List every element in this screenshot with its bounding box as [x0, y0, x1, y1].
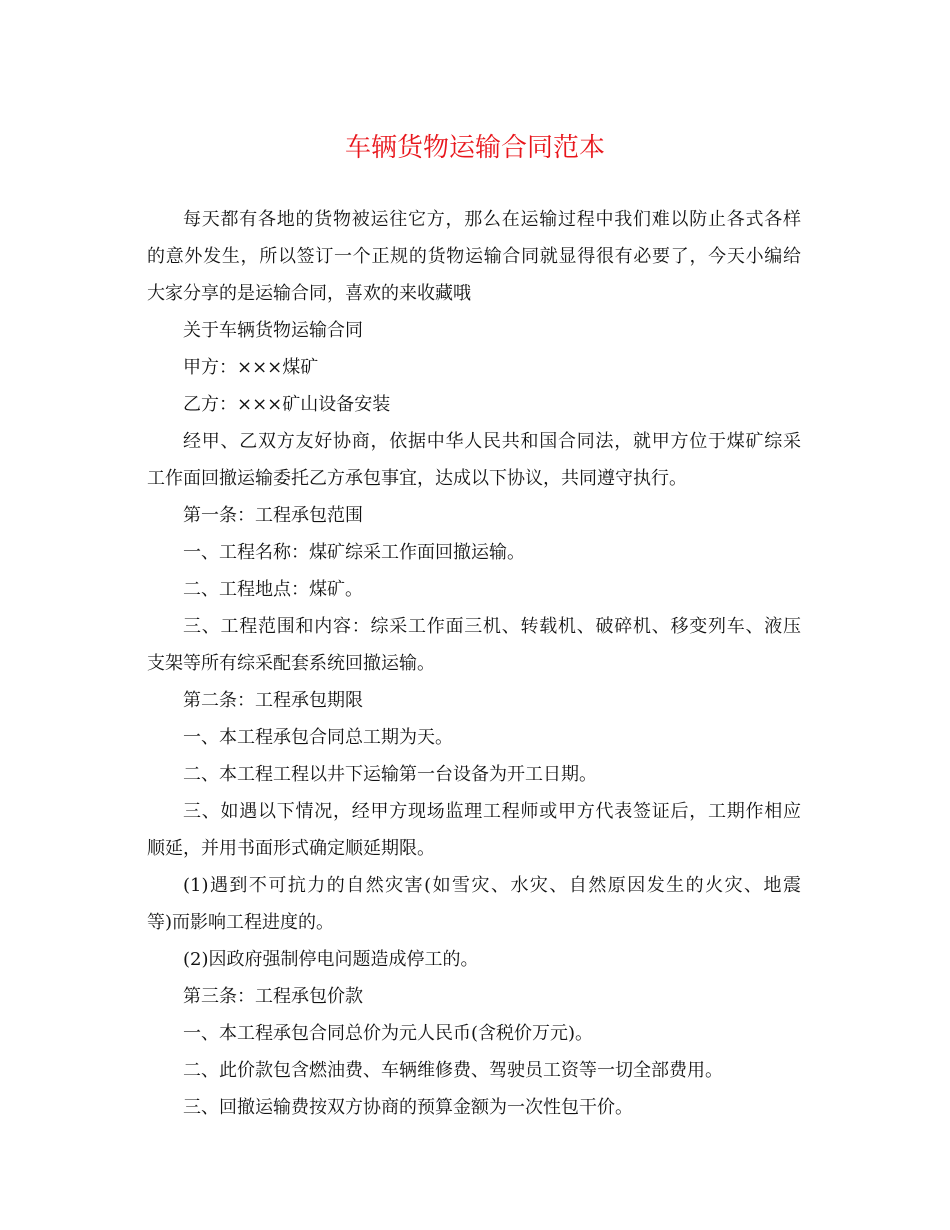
- paragraph-line: 大家分享的是运输合同，喜欢的来收藏哦: [147, 283, 471, 304]
- paragraph-line: 一、本工程承包合同总工期为天。: [183, 727, 453, 748]
- paragraph: [147, 571, 801, 608]
- paragraph: [147, 608, 801, 682]
- paragraph: [147, 349, 801, 386]
- paragraph-line: 二、工程地点：煤矿。: [183, 579, 363, 600]
- document-title: 车辆货物运输合同范本: [344, 133, 605, 163]
- paragraph-line: 顺延，并用书面形式确定顺延期限。: [147, 838, 435, 859]
- paragraph: [147, 534, 801, 571]
- paragraph-line: 经甲、乙双方友好协商，依据中华人民共和国合同法，就甲方位于煤矿综采: [183, 431, 801, 452]
- paragraph-line: 第一条：工程承包范围: [183, 505, 363, 526]
- paragraph-line: 乙方：×××矿山设备安装: [183, 394, 391, 415]
- paragraph-line: 二、本工程工程以井下运输第一台设备为开工日期。: [183, 764, 597, 785]
- paragraph-line: 第三条：工程承包价款: [183, 986, 363, 1007]
- document-body: [147, 201, 801, 1126]
- paragraph-line: 三、如遇以下情况，经甲方现场监理工程师或甲方代表签证后，工期作相应: [183, 801, 801, 822]
- paragraph-line: 支架等所有综采配套系统回撤运输。: [147, 653, 435, 674]
- paragraph: [147, 1089, 801, 1126]
- paragraph-line: 关于车辆货物运输合同: [183, 320, 363, 341]
- paragraph-line: 二、此价款包含燃油费、车辆维修费、驾驶员工资等一切全部费用。: [183, 1060, 723, 1081]
- paragraph: [147, 978, 801, 1015]
- paragraph-line: 每天都有各地的货物被运往它方，那么在运输过程中我们难以防止各式各样: [183, 209, 801, 230]
- paragraph: [147, 719, 801, 756]
- paragraph: [147, 497, 801, 534]
- paragraph: [147, 1052, 801, 1089]
- paragraph-line: (1)遇到不可抗力的自然灾害(如雪灾、水灾、自然原因发生的火灾、地震: [183, 875, 801, 896]
- paragraph: [147, 756, 801, 793]
- paragraph: [147, 312, 801, 349]
- paragraph: [147, 386, 801, 423]
- paragraph-line: 工作面回撤运输委托乙方承包事宜，达成以下协议，共同遵守执行。: [147, 468, 687, 489]
- paragraph-line: 甲方：×××煤矿: [183, 357, 319, 378]
- paragraph-line: 一、工程名称：煤矿综采工作面回撤运输。: [183, 542, 525, 563]
- paragraph: [147, 793, 801, 867]
- paragraph: [147, 1015, 801, 1052]
- paragraph-line: 第二条：工程承包期限: [183, 690, 363, 711]
- paragraph-line: 三、回撤运输费按双方协商的预算金额为一次性包干价。: [183, 1097, 633, 1118]
- paragraph-line: 一、本工程承包合同总价为元人民币(含税价万元)。: [183, 1023, 594, 1044]
- paragraph-line: (2)因政府强制停电问题造成停工的。: [183, 949, 479, 970]
- paragraph-line: 的意外发生，所以签订一个正规的货物运输合同就显得很有必要了，今天小编给: [147, 246, 801, 267]
- paragraph: [147, 423, 801, 497]
- paragraph-line: 等)而影响工程进度的。: [147, 912, 335, 933]
- paragraph: [147, 867, 801, 941]
- paragraph: [147, 201, 801, 312]
- paragraph: [147, 682, 801, 719]
- paragraph-line: 三、工程范围和内容：综采工作面三机、转载机、破碎机、移变列车、液压: [183, 616, 801, 637]
- paragraph: [147, 941, 801, 978]
